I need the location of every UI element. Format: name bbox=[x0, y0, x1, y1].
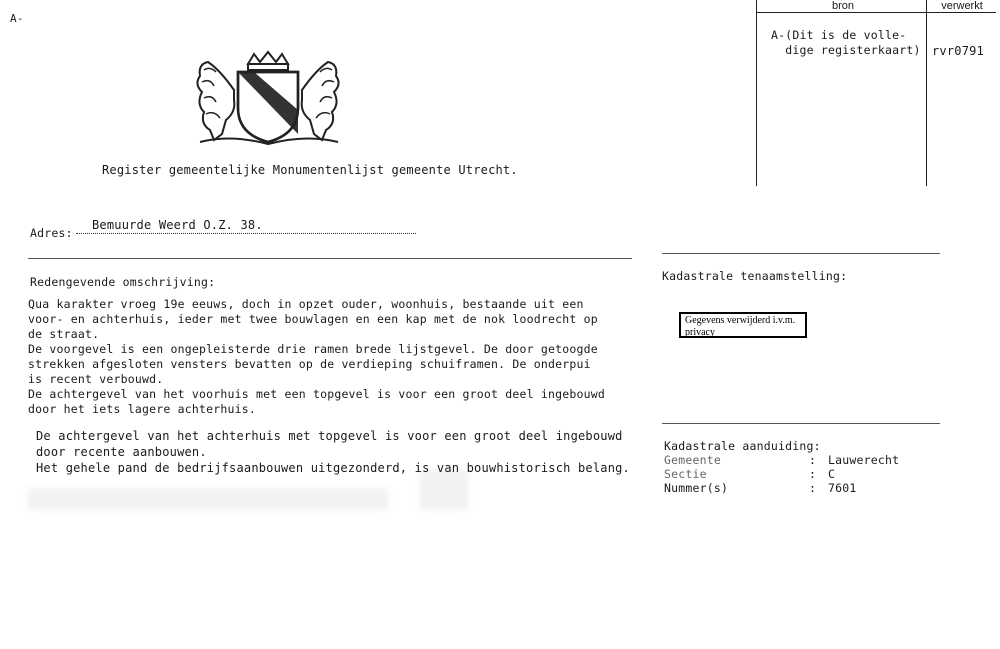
kadastrale-value: C bbox=[828, 467, 836, 481]
kadastrale-row bbox=[664, 453, 924, 467]
section-divider bbox=[28, 258, 632, 259]
redengevende-addendum: De achtergevel van het achterhuis met topgevel is voor een groot deel ingebouwd door recente aanbouwen. Het gehele pand de bedrijfsaanbouwen uitgezonderd, is van bouwhistorisch belang. bbox=[36, 429, 630, 475]
utrecht-coat-of-arms-icon bbox=[190, 50, 346, 146]
kadastrale-value: 7601 bbox=[828, 481, 857, 495]
kadastrale-row bbox=[664, 481, 924, 495]
table-header-divider bbox=[756, 12, 996, 13]
table-cell-verwerkt: rvr0791 bbox=[932, 44, 984, 58]
kadastrale-key: Nummer(s) bbox=[664, 481, 729, 495]
kadastrale-key: Gemeente bbox=[664, 453, 721, 467]
section-divider bbox=[662, 253, 940, 254]
privacy-notice: Gegevens verwijderd i.v.m. privacy bbox=[679, 312, 807, 338]
table-column-divider bbox=[926, 0, 927, 186]
corner-mark: A- bbox=[10, 12, 24, 25]
kadastrale-separator: : bbox=[809, 453, 817, 467]
register-title: Register gemeentelijke Monumentenlijst gemeente Utrecht. bbox=[102, 163, 518, 177]
kadastrale-tenaamstelling-label: Kadastrale tenaamstelling: bbox=[662, 269, 848, 283]
adres-value: Bemuurde Weerd O.Z. 38. bbox=[92, 218, 263, 232]
table-header-verwerkt: verwerkt bbox=[941, 0, 983, 12]
kadastrale-value: Lauwerecht bbox=[828, 453, 900, 467]
redengevende-text: Qua karakter vroeg 19e eeuws, doch in opzet ouder, woonhuis, bestaande uit een voor- en achterhuis, ieder met twee bouwlagen en een kap met de nok loodrecht op de straat. De voorgevel is een ongepleisterde drie ramen brede lijstgevel. De door getoogde strekken afgesloten vensters bevatten op de verdieping schuiframen. De onderpui is recent verbouwd. De achtergevel van het voorhuis met een topgevel is voor een groot deel ingebouwd door het iets lagere achterhuis. bbox=[28, 297, 606, 416]
adres-label: Adres: bbox=[30, 226, 73, 240]
redengevende-label: Redengevende omschrijving: bbox=[30, 275, 216, 289]
table-header-bron: bron bbox=[831, 0, 855, 12]
table-cell-bron: A-(Dit is de volle- dige registerkaart) bbox=[771, 28, 921, 57]
kadastrale-key: Sectie bbox=[664, 467, 707, 481]
kadastrale-separator: : bbox=[809, 467, 817, 481]
kadastrale-aanduiding-label: Kadastrale aanduiding: bbox=[664, 439, 821, 453]
kadastrale-separator: : bbox=[809, 481, 817, 495]
scan-smudge bbox=[28, 488, 388, 510]
section-divider bbox=[662, 423, 940, 424]
scan-smudge bbox=[420, 470, 468, 510]
kadastrale-row bbox=[664, 467, 924, 481]
table-left-border bbox=[756, 0, 757, 186]
